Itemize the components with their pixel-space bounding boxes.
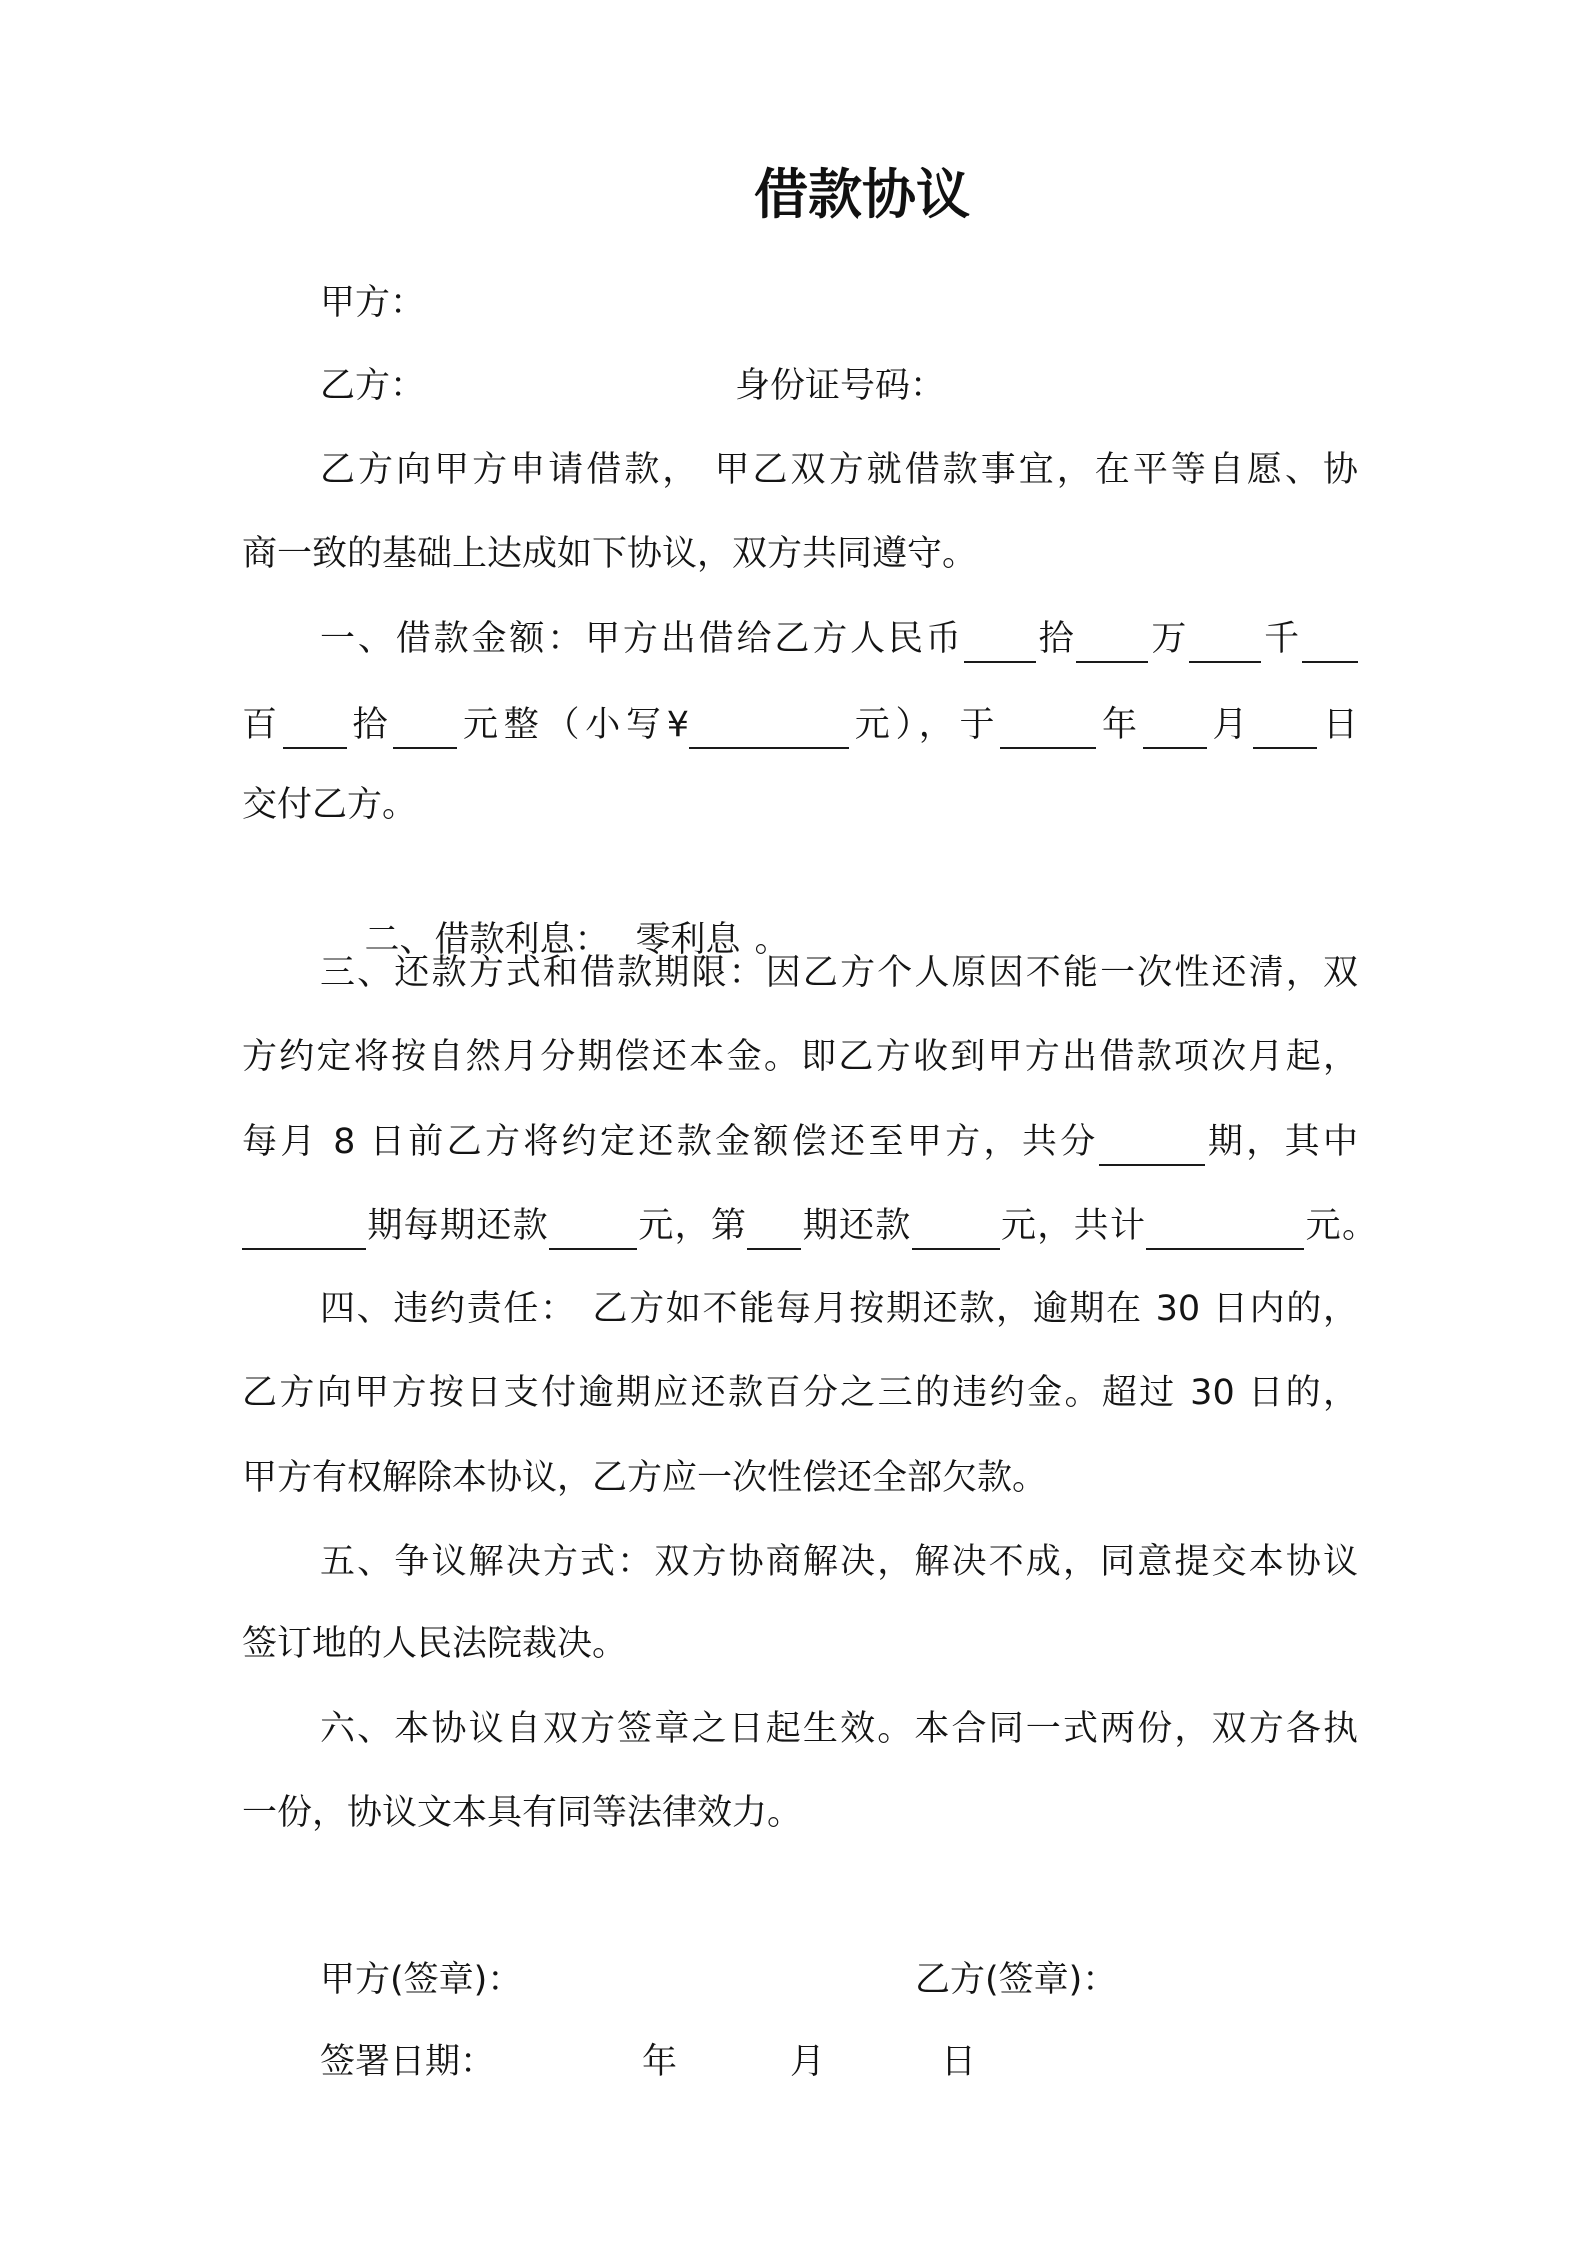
year-label: 年 [1096,705,1143,745]
clause-3-line-3 [242,1117,1358,1167]
blank-field [964,660,1036,663]
unit-label: 拾 [346,705,394,745]
clause-1-line-1 [320,614,1358,664]
clause-4-line-1 [320,1284,1358,1334]
clause-5-line-1: 五、争议解决方式：双方协商解决，解决不成，同意提交本协议 [320,1542,1358,1582]
clause-1-line-3: 交付乙方。 [242,785,418,825]
clause-2-label: 二、借款利息： [364,920,610,960]
blank-field [283,746,347,749]
clause-1-text: 一、借款金额：甲方出借给乙方人民币 [320,619,964,659]
blank-field [1099,1163,1205,1166]
clause-3-text: 元，第 [636,1206,748,1246]
blank-field [393,746,457,749]
blank-field [747,1247,801,1250]
clause-3-line-1: 三、还款方式和借款期限：因乙方个人原因不能一次性还清，双 [320,953,1358,993]
clause-3-text: 元，共计 [999,1206,1147,1246]
signing-year-label: 年 [642,2042,678,2082]
clause-6-line-2: 一份，协议文本具有同等法律效力。 [242,1793,803,1833]
clause-3-text: 每月 8 日前乙方将约定还款金额偿还至甲方，共分 [242,1122,1099,1162]
blank-field [1189,660,1261,663]
amount-close-label: 元），于 [848,705,1001,745]
signing-day-label: 日 [941,2042,977,2082]
intro-line-1: 乙方向甲方申请借款， 甲乙双方就借款事宜，在平等自愿、协 [320,450,1358,490]
unit-label: 万 [1148,619,1190,659]
clause-3-line-4 [242,1201,1377,1251]
day-label: 日 [1317,705,1358,745]
unit-label: 千 [1261,619,1302,659]
party-a-signature-label: 甲方(签章)： [320,1960,523,2000]
unit-label: 拾 [1035,619,1077,659]
blank-field [912,1247,1000,1250]
blank-field [689,746,849,749]
document-title: 借款协议 [754,163,970,226]
clause-3-line-2: 方约定将按自然月分期偿还本金。即乙方收到甲方出借款项次月起， [242,1037,1358,1077]
blank-field [1146,1247,1304,1250]
signing-date-label: 签署日期： [320,2042,496,2082]
clause-5-line-2: 签订地的人民法院裁决。 [242,1624,628,1664]
amount-lowercase-label: 元整（小写¥ [457,705,689,745]
month-label: 月 [1206,705,1254,745]
clause-3-text: 期每期还款 [366,1206,549,1246]
clause-2-line [320,865,790,960]
party-b-label: 乙方： [320,366,426,406]
blank-field [1143,746,1207,749]
party-a-label: 甲方： [320,283,426,323]
blank-field [1076,660,1148,663]
signing-month-label: 月 [790,2042,826,2082]
clause-3-text: 期还款 [801,1206,912,1246]
clause-4-text: 乙方如不能每月按期还款，逾期在 30 日内的， [590,1289,1358,1329]
unit-label: 百 [242,705,283,745]
id-number-label: 身份证号码： [735,366,946,406]
clause-3-text: 期，其中 [1204,1122,1358,1162]
interest-value: 零利息 [635,920,741,960]
blank-field [242,1247,366,1250]
clause-1-line-2 [242,700,1358,750]
party-b-signature-label: 乙方(签章)： [915,1960,1118,2000]
clause-6-line-1: 六、本协议自双方签章之日起生效。本合同一式两份，双方各执 [320,1709,1358,1749]
blank-field [1302,660,1358,663]
blank-field [1000,746,1096,749]
clause-3-text: 元。 [1304,1206,1377,1246]
blank-field [549,1247,637,1250]
blank-field [1253,746,1317,749]
clause-4-line-3: 甲方有权解除本协议，乙方应一次性偿还全部欠款。 [242,1458,1048,1498]
clause-4-line-2: 乙方向甲方按日支付逾期应还款百分之三的违约金。超过 30 日的， [242,1373,1358,1413]
intro-line-2: 商一致的基础上达成如下协议，双方共同遵守。 [242,534,978,574]
clause-2-end: 。 [754,920,790,960]
clause-4-label: 四、违约责任： [320,1289,577,1329]
